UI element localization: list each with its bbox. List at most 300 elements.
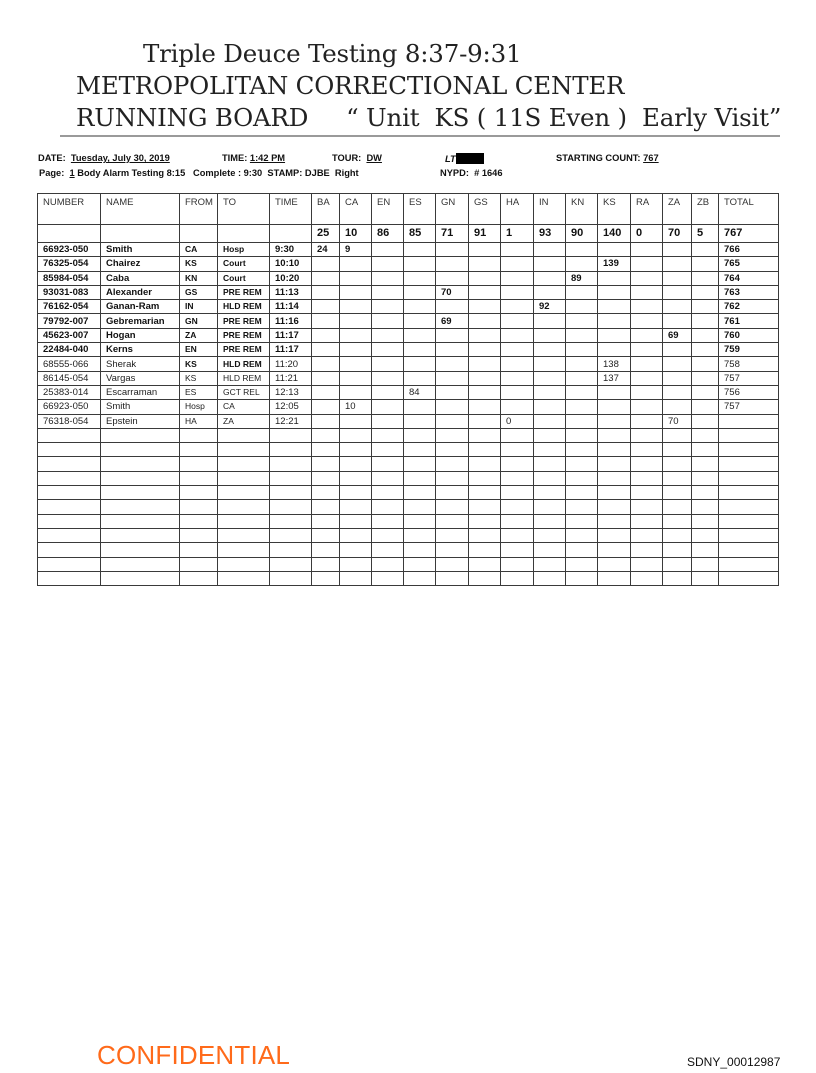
table-row bbox=[38, 385, 779, 399]
cell-name: Sherak bbox=[101, 357, 180, 371]
table-row bbox=[38, 300, 779, 314]
cell-time: 11:17 bbox=[270, 343, 312, 357]
empty-cell bbox=[372, 528, 404, 542]
count-cell-ca: 10 bbox=[340, 225, 372, 243]
empty-cell bbox=[719, 500, 779, 514]
cell-gs bbox=[469, 371, 501, 385]
empty-cell bbox=[38, 557, 101, 571]
table-row bbox=[38, 257, 779, 271]
title-line-board bbox=[76, 102, 781, 134]
cell-ra bbox=[631, 371, 663, 385]
table-header-row bbox=[38, 194, 779, 225]
cell-ha bbox=[501, 385, 534, 399]
cell-kn bbox=[566, 357, 598, 371]
cell-name: Epstein bbox=[101, 414, 180, 428]
cell-from: GN bbox=[180, 314, 218, 328]
cell-time: 10:20 bbox=[270, 271, 312, 285]
empty-cell bbox=[719, 543, 779, 557]
empty-cell bbox=[469, 571, 501, 585]
cell-number: 45623-007 bbox=[38, 328, 101, 342]
empty-cell bbox=[372, 486, 404, 500]
cell-za bbox=[663, 357, 692, 371]
empty-cell bbox=[38, 528, 101, 542]
cell-time: 11:21 bbox=[270, 371, 312, 385]
cell-za: 70 bbox=[663, 414, 692, 428]
empty-cell bbox=[598, 443, 631, 457]
cell-ra bbox=[631, 357, 663, 371]
empty-cell bbox=[312, 514, 340, 528]
lt-label: LT bbox=[445, 154, 456, 164]
cell-in bbox=[534, 357, 566, 371]
cell-time: 11:16 bbox=[270, 314, 312, 328]
empty-cell bbox=[218, 457, 270, 471]
cell-es bbox=[404, 400, 436, 414]
cell-zb bbox=[692, 385, 719, 399]
cell-kn bbox=[566, 328, 598, 342]
empty-cell bbox=[404, 457, 436, 471]
cell-zb bbox=[692, 243, 719, 257]
empty-cell bbox=[469, 543, 501, 557]
count-cell-es: 85 bbox=[404, 225, 436, 243]
empty-cell bbox=[501, 514, 534, 528]
cell-ra bbox=[631, 414, 663, 428]
tour-field bbox=[332, 153, 382, 163]
cell-ca: 9 bbox=[340, 243, 372, 257]
cell-ba bbox=[312, 285, 340, 299]
time-label: TIME: bbox=[222, 153, 248, 163]
empty-cell bbox=[598, 528, 631, 542]
empty-cell bbox=[38, 543, 101, 557]
empty-cell bbox=[372, 428, 404, 442]
empty-cell bbox=[663, 514, 692, 528]
empty-cell bbox=[719, 471, 779, 485]
count-cell-za: 70 bbox=[663, 225, 692, 243]
cell-ca bbox=[340, 300, 372, 314]
empty-cell bbox=[631, 486, 663, 500]
empty-cell bbox=[663, 557, 692, 571]
empty-cell bbox=[436, 514, 469, 528]
empty-cell bbox=[501, 428, 534, 442]
cell-from: KN bbox=[180, 271, 218, 285]
cell-gs bbox=[469, 257, 501, 271]
cell-es bbox=[404, 285, 436, 299]
cell-ca bbox=[340, 357, 372, 371]
page-note: Body Alarm Testing 8:15 bbox=[77, 168, 186, 178]
cell-in bbox=[534, 271, 566, 285]
cell-name: Caba bbox=[101, 271, 180, 285]
cell-name: Kerns bbox=[101, 343, 180, 357]
cell-ks: 137 bbox=[598, 371, 631, 385]
empty-cell bbox=[101, 457, 180, 471]
cell-to: Court bbox=[218, 257, 270, 271]
cell-in bbox=[534, 314, 566, 328]
empty-cell bbox=[312, 428, 340, 442]
time-value: 1:42 PM bbox=[249, 153, 286, 163]
empty-row bbox=[38, 557, 779, 571]
column-header-ha: HA bbox=[501, 194, 534, 225]
cell-za bbox=[663, 271, 692, 285]
count-row bbox=[38, 225, 779, 243]
empty-cell bbox=[566, 443, 598, 457]
empty-cell bbox=[663, 500, 692, 514]
cell-kn bbox=[566, 371, 598, 385]
cell-number: 85984-054 bbox=[38, 271, 101, 285]
cell-gn bbox=[436, 343, 469, 357]
empty-cell bbox=[218, 428, 270, 442]
starting-count-label: STARTING COUNT: bbox=[556, 153, 641, 163]
cell-from: KS bbox=[180, 371, 218, 385]
empty-cell bbox=[340, 471, 372, 485]
empty-cell bbox=[436, 428, 469, 442]
empty-cell bbox=[270, 457, 312, 471]
cell-ca bbox=[340, 328, 372, 342]
cell-ba bbox=[312, 257, 340, 271]
empty-cell bbox=[101, 443, 180, 457]
empty-cell bbox=[180, 500, 218, 514]
empty-cell bbox=[631, 543, 663, 557]
table-row bbox=[38, 328, 779, 342]
cell-ha bbox=[501, 243, 534, 257]
cell-in bbox=[534, 385, 566, 399]
cell-ks: 138 bbox=[598, 357, 631, 371]
cell-name: Vargas bbox=[101, 371, 180, 385]
cell-ba bbox=[312, 400, 340, 414]
empty-cell bbox=[566, 471, 598, 485]
empty-row bbox=[38, 443, 779, 457]
cell-ks: 139 bbox=[598, 257, 631, 271]
count-cell-zb: 5 bbox=[692, 225, 719, 243]
empty-cell bbox=[218, 443, 270, 457]
empty-cell bbox=[534, 571, 566, 585]
empty-cell bbox=[270, 543, 312, 557]
cell-es bbox=[404, 300, 436, 314]
count-cell-name bbox=[101, 225, 180, 243]
count-cell-ra: 0 bbox=[631, 225, 663, 243]
document-title bbox=[76, 38, 781, 134]
cell-en bbox=[372, 314, 404, 328]
count-cell-kn: 90 bbox=[566, 225, 598, 243]
column-header-to: TO bbox=[218, 194, 270, 225]
table-row bbox=[38, 414, 779, 428]
column-header-time: TIME bbox=[270, 194, 312, 225]
empty-cell bbox=[340, 443, 372, 457]
starting-count-value: 767 bbox=[643, 153, 659, 163]
empty-cell bbox=[404, 557, 436, 571]
cell-zb bbox=[692, 257, 719, 271]
column-header-za: ZA bbox=[663, 194, 692, 225]
empty-cell bbox=[404, 428, 436, 442]
count-cell-from bbox=[180, 225, 218, 243]
cell-ha bbox=[501, 328, 534, 342]
cell-ra bbox=[631, 271, 663, 285]
cell-in bbox=[534, 243, 566, 257]
cell-to: Hosp bbox=[218, 243, 270, 257]
empty-cell bbox=[180, 486, 218, 500]
table-row bbox=[38, 314, 779, 328]
cell-total: 765 bbox=[719, 257, 779, 271]
cell-total: 762 bbox=[719, 300, 779, 314]
empty-cell bbox=[340, 500, 372, 514]
table-row bbox=[38, 343, 779, 357]
cell-gn bbox=[436, 271, 469, 285]
cell-ha bbox=[501, 300, 534, 314]
cell-to: ZA bbox=[218, 414, 270, 428]
cell-es bbox=[404, 243, 436, 257]
empty-cell bbox=[566, 486, 598, 500]
count-cell-ba: 25 bbox=[312, 225, 340, 243]
empty-cell bbox=[534, 443, 566, 457]
empty-cell bbox=[436, 443, 469, 457]
empty-cell bbox=[534, 471, 566, 485]
empty-cell bbox=[38, 500, 101, 514]
empty-cell bbox=[270, 528, 312, 542]
column-header-ks: KS bbox=[598, 194, 631, 225]
cell-ks bbox=[598, 285, 631, 299]
empty-cell bbox=[663, 543, 692, 557]
cell-ks bbox=[598, 243, 631, 257]
cell-in bbox=[534, 414, 566, 428]
empty-cell bbox=[340, 543, 372, 557]
empty-cell bbox=[501, 457, 534, 471]
cell-total: 757 bbox=[719, 371, 779, 385]
empty-cell bbox=[340, 514, 372, 528]
column-header-name: NAME bbox=[101, 194, 180, 225]
cell-kn bbox=[566, 314, 598, 328]
empty-cell bbox=[501, 471, 534, 485]
cell-ks bbox=[598, 400, 631, 414]
cell-ca bbox=[340, 257, 372, 271]
empty-cell bbox=[469, 457, 501, 471]
count-cell-number bbox=[38, 225, 101, 243]
empty-cell bbox=[631, 528, 663, 542]
cell-es bbox=[404, 371, 436, 385]
cell-from: KS bbox=[180, 257, 218, 271]
cell-za bbox=[663, 385, 692, 399]
cell-gs bbox=[469, 343, 501, 357]
empty-cell bbox=[404, 514, 436, 528]
title-line-testing: Triple Deuce Testing 8:37-9:31 bbox=[143, 39, 522, 68]
cell-to: HLD REM bbox=[218, 371, 270, 385]
empty-cell bbox=[218, 528, 270, 542]
empty-cell bbox=[38, 471, 101, 485]
cell-gn bbox=[436, 328, 469, 342]
cell-ba bbox=[312, 343, 340, 357]
empty-cell bbox=[501, 443, 534, 457]
empty-cell bbox=[101, 428, 180, 442]
empty-cell bbox=[566, 571, 598, 585]
starting-count-field bbox=[556, 153, 659, 163]
page-value: 1 bbox=[69, 168, 75, 178]
count-cell-ks: 140 bbox=[598, 225, 631, 243]
empty-cell bbox=[534, 500, 566, 514]
empty-cell bbox=[631, 428, 663, 442]
empty-cell bbox=[663, 571, 692, 585]
empty-cell bbox=[404, 528, 436, 542]
cell-total bbox=[719, 414, 779, 428]
empty-cell bbox=[469, 486, 501, 500]
empty-cell bbox=[404, 500, 436, 514]
cell-kn bbox=[566, 414, 598, 428]
empty-cell bbox=[270, 514, 312, 528]
cell-ks bbox=[598, 314, 631, 328]
empty-cell bbox=[692, 528, 719, 542]
cell-ks bbox=[598, 385, 631, 399]
cell-ha: 0 bbox=[501, 414, 534, 428]
empty-cell bbox=[719, 571, 779, 585]
cell-total: 756 bbox=[719, 385, 779, 399]
cell-gs bbox=[469, 271, 501, 285]
empty-cell bbox=[501, 571, 534, 585]
empty-cell bbox=[501, 557, 534, 571]
cell-to: PRE REM bbox=[218, 285, 270, 299]
cell-gn bbox=[436, 385, 469, 399]
cell-gn bbox=[436, 300, 469, 314]
cell-en bbox=[372, 357, 404, 371]
empty-cell bbox=[404, 486, 436, 500]
cell-en bbox=[372, 271, 404, 285]
empty-cell bbox=[180, 443, 218, 457]
cell-ba bbox=[312, 371, 340, 385]
cell-es bbox=[404, 357, 436, 371]
cell-to: PRE REM bbox=[218, 328, 270, 342]
cell-en bbox=[372, 243, 404, 257]
cell-za bbox=[663, 371, 692, 385]
empty-cell bbox=[692, 471, 719, 485]
count-cell-time bbox=[270, 225, 312, 243]
cell-za bbox=[663, 343, 692, 357]
cell-ha bbox=[501, 314, 534, 328]
empty-cell bbox=[312, 571, 340, 585]
count-cell-gs: 91 bbox=[469, 225, 501, 243]
empty-cell bbox=[38, 443, 101, 457]
empty-cell bbox=[692, 500, 719, 514]
cell-time: 11:20 bbox=[270, 357, 312, 371]
cell-ks bbox=[598, 343, 631, 357]
cell-name: Alexander bbox=[101, 285, 180, 299]
empty-cell bbox=[270, 428, 312, 442]
empty-cell bbox=[38, 571, 101, 585]
empty-cell bbox=[38, 428, 101, 442]
empty-cell bbox=[270, 500, 312, 514]
cell-zb bbox=[692, 343, 719, 357]
column-header-gs: GS bbox=[469, 194, 501, 225]
empty-cell bbox=[692, 443, 719, 457]
cell-ha bbox=[501, 271, 534, 285]
cell-time: 11:14 bbox=[270, 300, 312, 314]
cell-en bbox=[372, 371, 404, 385]
empty-cell bbox=[719, 486, 779, 500]
stamp-label: STAMP: DJBE Right bbox=[267, 168, 359, 178]
count-cell-total: 767 bbox=[719, 225, 779, 243]
empty-cell bbox=[566, 428, 598, 442]
cell-ra bbox=[631, 300, 663, 314]
title-unit: “ Unit KS ( 11S Even ) Early Visit” bbox=[346, 103, 782, 132]
empty-cell bbox=[312, 457, 340, 471]
empty-cell bbox=[404, 543, 436, 557]
cell-ha bbox=[501, 357, 534, 371]
cell-kn bbox=[566, 300, 598, 314]
cell-za bbox=[663, 257, 692, 271]
empty-cell bbox=[663, 528, 692, 542]
count-cell-in: 93 bbox=[534, 225, 566, 243]
cell-es bbox=[404, 271, 436, 285]
empty-cell bbox=[101, 571, 180, 585]
empty-cell bbox=[372, 543, 404, 557]
cell-number: 66923-050 bbox=[38, 243, 101, 257]
date-value: Tuesday, July 30, 2019 bbox=[70, 153, 170, 163]
empty-cell bbox=[218, 486, 270, 500]
cell-ca bbox=[340, 285, 372, 299]
cell-en bbox=[372, 285, 404, 299]
cell-es: 84 bbox=[404, 385, 436, 399]
cell-zb bbox=[692, 400, 719, 414]
empty-row bbox=[38, 457, 779, 471]
empty-row bbox=[38, 543, 779, 557]
cell-ba bbox=[312, 414, 340, 428]
cell-from: IN bbox=[180, 300, 218, 314]
empty-cell bbox=[101, 500, 180, 514]
empty-row bbox=[38, 528, 779, 542]
cell-ra bbox=[631, 285, 663, 299]
table-row bbox=[38, 400, 779, 414]
empty-cell bbox=[270, 571, 312, 585]
cell-total: 764 bbox=[719, 271, 779, 285]
cell-from: ES bbox=[180, 385, 218, 399]
empty-cell bbox=[436, 486, 469, 500]
cell-to: GCT REL bbox=[218, 385, 270, 399]
cell-total: 758 bbox=[719, 357, 779, 371]
cell-kn bbox=[566, 285, 598, 299]
empty-cell bbox=[436, 500, 469, 514]
column-header-kn: KN bbox=[566, 194, 598, 225]
tour-value: DW bbox=[366, 153, 382, 163]
column-header-ca: CA bbox=[340, 194, 372, 225]
cell-number: 76318-054 bbox=[38, 414, 101, 428]
date-field bbox=[38, 153, 170, 163]
cell-total: 761 bbox=[719, 314, 779, 328]
column-header-in: IN bbox=[534, 194, 566, 225]
cell-from: Hosp bbox=[180, 400, 218, 414]
cell-name: Smith bbox=[101, 400, 180, 414]
empty-cell bbox=[719, 528, 779, 542]
tour-label: TOUR: bbox=[332, 153, 362, 163]
cell-time: 11:17 bbox=[270, 328, 312, 342]
empty-cell bbox=[598, 471, 631, 485]
title-line-facility: METROPOLITAN CORRECTIONAL CENTER bbox=[76, 71, 625, 100]
cell-zb bbox=[692, 300, 719, 314]
empty-cell bbox=[631, 457, 663, 471]
cell-time: 10:10 bbox=[270, 257, 312, 271]
cell-name: Ganan-Ram bbox=[101, 300, 180, 314]
cell-from: ZA bbox=[180, 328, 218, 342]
empty-cell bbox=[372, 500, 404, 514]
table-row bbox=[38, 357, 779, 371]
cell-to: HLD REM bbox=[218, 300, 270, 314]
cell-number: 25383-014 bbox=[38, 385, 101, 399]
cell-name: Escarraman bbox=[101, 385, 180, 399]
cell-to: CA bbox=[218, 400, 270, 414]
empty-cell bbox=[312, 486, 340, 500]
empty-cell bbox=[566, 557, 598, 571]
lt-field bbox=[445, 153, 484, 164]
empty-cell bbox=[692, 486, 719, 500]
cell-gn: 70 bbox=[436, 285, 469, 299]
cell-gn bbox=[436, 414, 469, 428]
cell-ks bbox=[598, 328, 631, 342]
cell-name: Hogan bbox=[101, 328, 180, 342]
empty-cell bbox=[501, 528, 534, 542]
cell-en bbox=[372, 414, 404, 428]
